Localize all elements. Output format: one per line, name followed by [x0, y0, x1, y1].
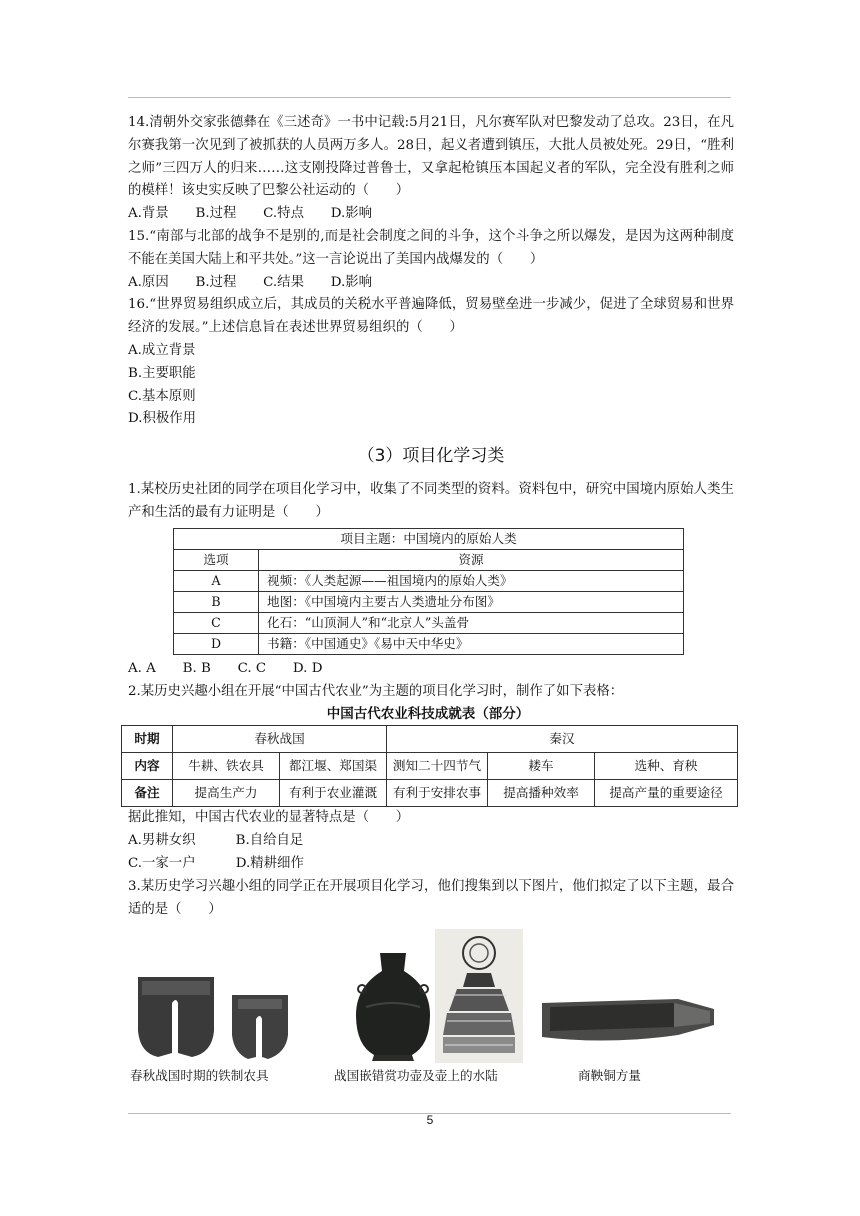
project-question-2-options-row2: C.一家一户 D.精耕细作 — [128, 855, 304, 871]
question-15-text: 15.“南部与北部的战争不是别的,而是社会制度之间的斗争，这个斗争之所以爆发，是因为这两种制度不能在美国大陆上和平共处。”这一言论说出了美国内战爆发的（ ） — [128, 228, 734, 267]
resource-table — [173, 528, 684, 655]
table-cell: C — [174, 612, 259, 633]
vessel-pattern-image — [435, 929, 523, 1063]
question-16-option-b: B.主要职能 — [128, 365, 196, 381]
resource-table-header-resource: 资源 — [259, 549, 684, 570]
question-16-option-a: A.成立背景 — [128, 342, 196, 358]
caption-iron-tools: 春秋战国时期的铁制农具 — [130, 1068, 269, 1084]
project-question-1-text: 1.某校历史社团的同学在项目化学习中，收集了不同类型的资料。资料包中，研究中国境内原始人类生产和生活的最有力证明是（ ） — [128, 482, 734, 520]
table-cell: 视频：《人类起源——祖国境内的原始人类》 — [259, 570, 684, 591]
table-row — [122, 780, 738, 807]
table-cell: 牛耕、铁农具 — [173, 753, 280, 780]
table-row — [174, 570, 684, 591]
iron-tool-image — [128, 969, 318, 1061]
project-question-1-options: A. A B. B C. C D. D — [128, 660, 323, 676]
period-spring-autumn: 春秋战国 — [173, 726, 387, 753]
table-cell: A — [174, 570, 259, 591]
project-question-2-options-row1: A.男耕女织 B.自给自足 — [128, 833, 304, 849]
page-number: 5 — [426, 1113, 434, 1127]
table-row — [174, 591, 684, 612]
header-rule — [128, 97, 731, 98]
resource-table-title: 项目主题：中国境内的原始人类 — [174, 528, 684, 549]
agriculture-table — [121, 725, 738, 807]
bronze-vessel-image — [352, 949, 434, 1063]
table-row — [174, 633, 684, 654]
period-qin-han: 秦汉 — [387, 726, 738, 753]
table-cell: 测知二十四节气 — [387, 753, 488, 780]
project-question-3-text: 3.某历史学习兴趣小组的同学正在开展项目化学习，他们搜集到以下图片，他们拟定了以下主题，最合适的是（ ） — [128, 878, 734, 917]
question-16-option-c: C.基本原则 — [128, 388, 196, 404]
project-question-2-text: 2.某历史兴趣小组在开展“中国古代农业”为主题的项目化学习时，制作了如下表格： — [128, 683, 624, 699]
table-cell: 提高生产力 — [173, 780, 280, 807]
table-row — [122, 753, 738, 780]
section-heading: （3）项目化学习类 — [357, 446, 505, 467]
question-16-text: 16.“世界贸易组织成立后，其成员的关税水平普遍降低，贸易壁垒进一步减少，促进了全球贸易和世界经济的发展。”上述信息旨在表述世界贸易组织的（ ） — [128, 297, 734, 336]
table-cell: 书籍：《中国通史》《易中天中华史》 — [259, 633, 684, 654]
page-content — [128, 112, 734, 1085]
question-14-options: A.背景 B.过程 C.特点 D.影响 — [128, 206, 373, 222]
table-cell: D — [174, 633, 259, 654]
figure-strip — [128, 929, 734, 1085]
table-cell: 有利于安排农事 — [387, 780, 488, 807]
question-16-option-d: D.积极作用 — [128, 411, 197, 427]
agriculture-table-title: 中国古代农业科技成就表（部分） — [326, 706, 530, 723]
table-cell: 有利于农业灌溉 — [280, 780, 387, 807]
table-row — [174, 612, 684, 633]
project-question-2-question: 据此推知，中国古代农业的显著特点是（ ） — [128, 810, 410, 826]
caption-bronze-vessel: 战国嵌错赏功壶及壶上的水陆 — [334, 1068, 498, 1084]
table-cell: 提高产量的重要途径 — [595, 780, 738, 807]
table-cell: 提高播种效率 — [488, 780, 595, 807]
table-cell: 地图：《中国境内主要古人类遗址分布图》 — [259, 591, 684, 612]
row-header-notes: 备注 — [122, 780, 173, 807]
resource-table-header-option: 选项 — [174, 549, 259, 570]
table-cell: 化石：“山顶洞人”和“北京人”头盖骨 — [259, 612, 684, 633]
row-header-content: 内容 — [122, 753, 173, 780]
row-header-period: 时期 — [122, 726, 173, 753]
table-cell: B — [174, 591, 259, 612]
bronze-measure-image — [538, 989, 718, 1059]
table-cell: 选种、育秧 — [595, 753, 738, 780]
caption-bronze-measure: 商鞅铜方量 — [578, 1068, 641, 1084]
question-15-options: A.原因 B.过程 C.结果 D.影响 — [128, 274, 373, 290]
table-row — [122, 726, 738, 753]
question-14-text: 14.清朝外交家张德彝在《三述奇》一书中记载:5月21日，凡尔赛军队对巴黎发动了总攻。23日，在凡尔赛我第一次见到了被抓获的人员两万多人。28日，起义者遭到镇压，大批人员被处死。29日，“胜利之师”三四万人的归来……这支刚投降过普鲁士，又拿起枪镇压本国起义者的军队，完全没有胜利之师的模样！该史实反映了巴黎公社运动的（ ） — [128, 115, 734, 199]
table-cell: 耧车 — [488, 753, 595, 780]
table-cell: 都江堰、郑国渠 — [280, 753, 387, 780]
